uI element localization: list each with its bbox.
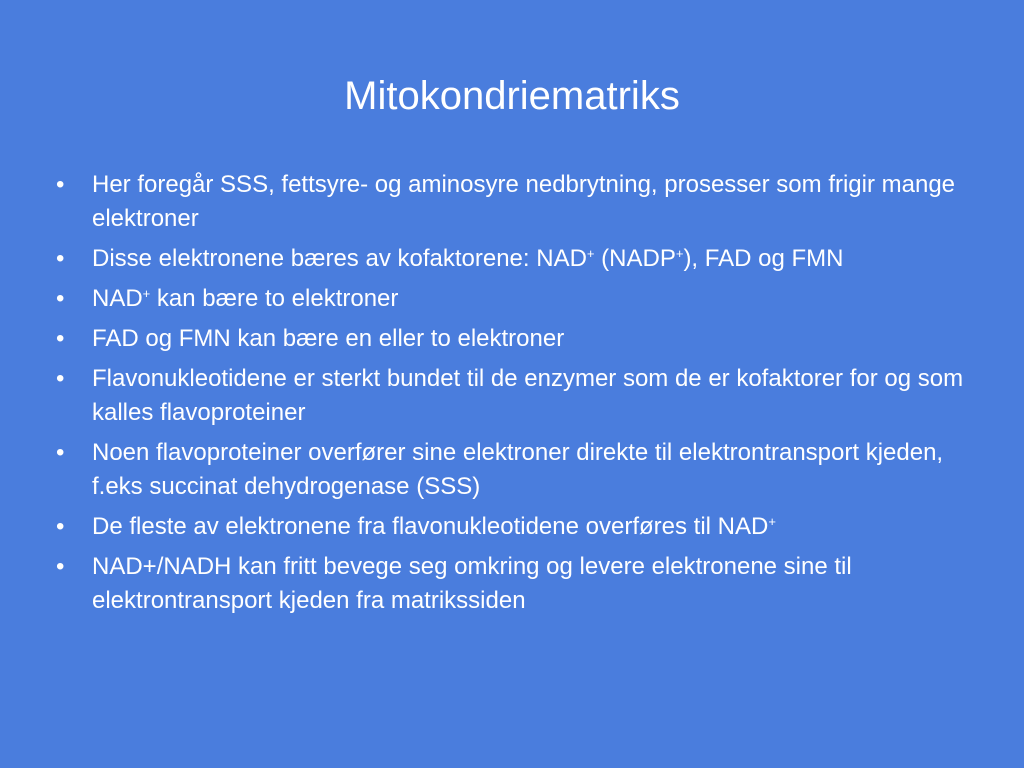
bullet-dot-icon: • [56, 171, 65, 198]
bullet-dot-icon: • [56, 365, 65, 392]
bullet-list [56, 168, 976, 624]
superscript-plus: + [768, 514, 776, 529]
bullet-text: (NADP [594, 245, 676, 272]
bullet-dot-icon: • [56, 325, 65, 352]
bullet-text: Her foregår SSS, fettsyre- og aminosyre nedbrytning, prosesser som frigir mange elektroner [92, 171, 956, 232]
bullet-text: Noen flavoproteiner overfører sine elektroner direkte til elektrontransport kjeden, f.eks succinat dehydrogenase (SSS) [92, 439, 944, 500]
bullet-text: FAD og FMN kan bære en eller to elektroner [92, 325, 565, 352]
bullet-item-6 [56, 436, 976, 504]
bullet-item-5 [56, 362, 976, 430]
bullet-text: kan bære to elektroner [150, 285, 399, 312]
bullet-item-8 [56, 550, 976, 618]
bullet-dot-icon: • [56, 513, 65, 540]
bullet-text: Flavonukleotidene er sterkt bundet til de enzymer som de er kofaktorer for og som kalles flavoproteiner [92, 365, 964, 426]
superscript-plus: + [586, 246, 595, 261]
bullet-text: De fleste av elektronene fra flavonukleotidene overføres til NAD [92, 513, 769, 540]
bullet-item-1 [56, 168, 976, 236]
bullet-item-2 [56, 242, 976, 276]
bullet-dot-icon: • [56, 285, 65, 312]
bullet-item-4 [56, 322, 976, 356]
bullet-item-3 [56, 282, 976, 316]
bullet-text: NAD+/NADH kan fritt bevege seg omkring og levere elektronene sine til elektrontransport kjeden fra matrikssiden [92, 553, 852, 614]
superscript-plus: + [142, 286, 151, 301]
bullet-text: ), FAD og FMN [683, 245, 844, 272]
bullet-text: Disse elektronene bæres av kofaktorene: NAD [92, 245, 587, 272]
bullet-dot-icon: • [56, 245, 65, 272]
slide-title: Mitokondriematriks [344, 74, 680, 118]
bullet-dot-icon: • [56, 553, 65, 580]
bullet-text: NAD [92, 285, 143, 312]
bullet-item-7 [56, 510, 976, 544]
bullet-dot-icon: • [56, 439, 65, 466]
superscript-plus: + [675, 246, 684, 261]
